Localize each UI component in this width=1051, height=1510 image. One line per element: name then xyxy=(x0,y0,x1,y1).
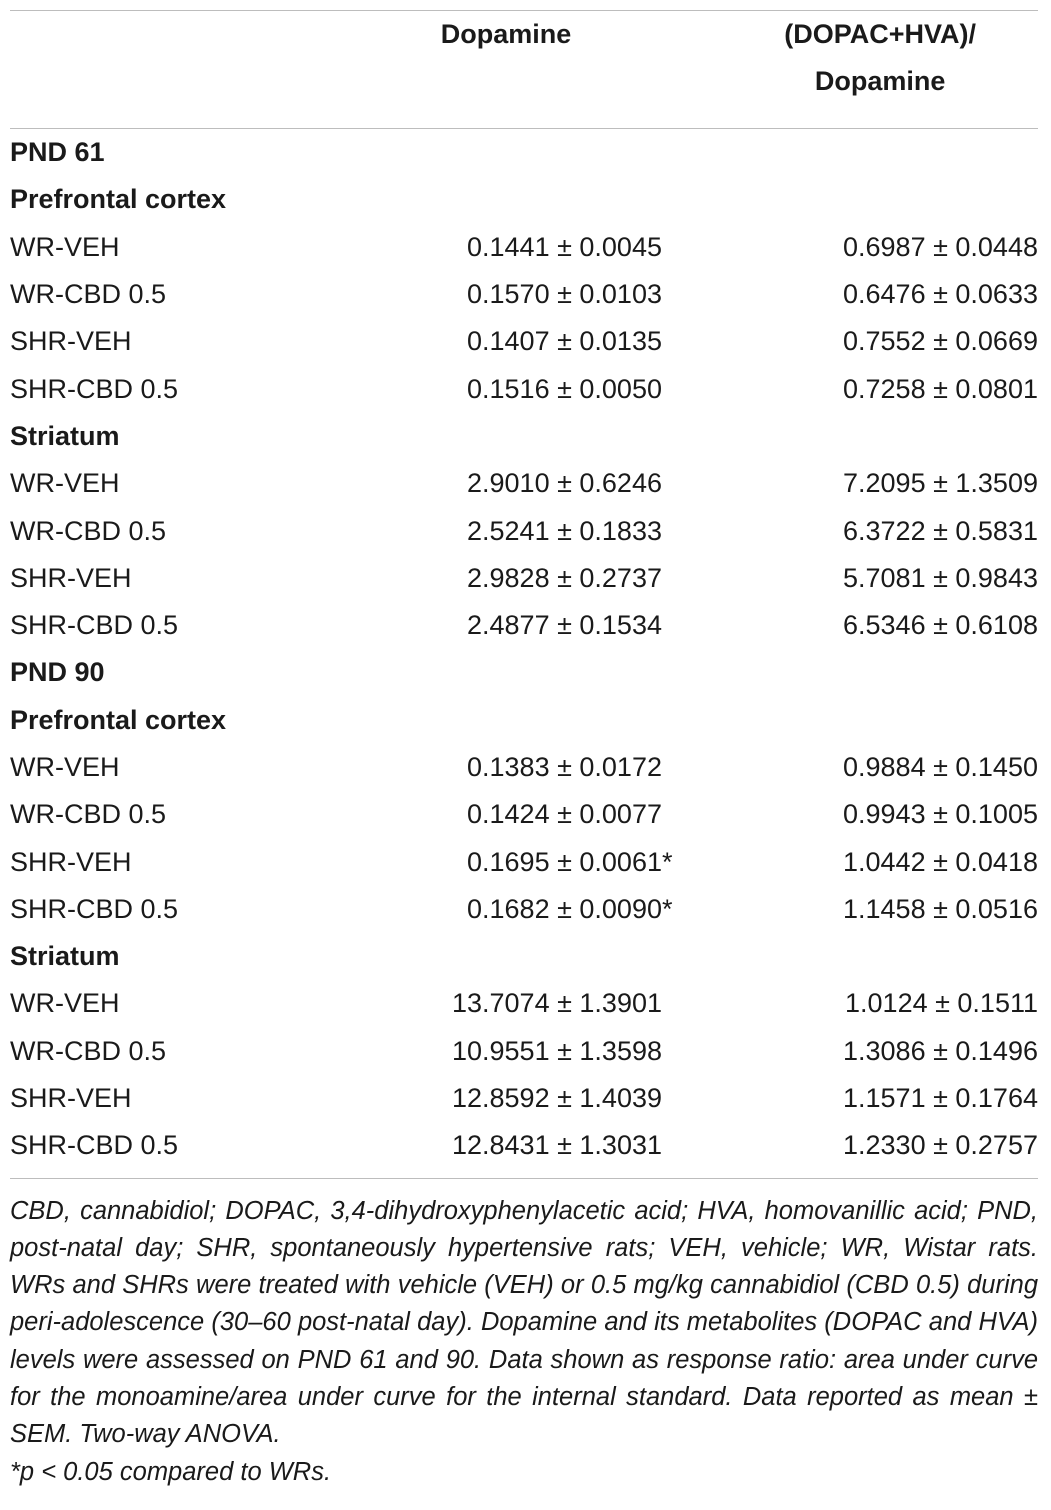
table-row xyxy=(10,838,1038,885)
ratio-cell: 0.7552 ± 0.0669 xyxy=(843,326,1038,357)
group-label: Prefrontal cortex xyxy=(10,704,227,735)
row-label: SHR-CBD 0.5 xyxy=(10,373,179,404)
ratio-cell: 0.7258 ± 0.0801 xyxy=(843,373,1038,404)
header-ratio-line1: (DOPAC+HVA)/ xyxy=(784,19,976,49)
row-label: WR-VEH xyxy=(10,468,120,499)
dopamine-value: 10.9551 ± 1.3598 xyxy=(451,1035,662,1066)
dopamine-value: 0.1682 ± 0.0090 xyxy=(467,893,662,924)
ratio-cell: 7.2095 ± 1.3509 xyxy=(843,468,1038,499)
table-row xyxy=(10,1075,1038,1122)
row-label: SHR-VEH xyxy=(10,562,132,593)
ratio-cell: 0.9884 ± 0.1450 xyxy=(843,752,1038,782)
dopamine-value: 13.7074 ± 1.3901 xyxy=(451,988,662,1019)
bottom-rule xyxy=(10,1178,1038,1179)
dopamine-cell xyxy=(350,555,662,602)
table-container xyxy=(10,0,1038,1491)
ratio-cell: 1.2330 ± 0.2757 xyxy=(843,1130,1038,1161)
ratio-cell: 1.0124 ± 0.1511 xyxy=(845,988,1038,1019)
group-row xyxy=(10,697,1038,744)
group-row xyxy=(10,176,1038,223)
table-row xyxy=(10,224,1038,271)
row-label: WR-VEH xyxy=(10,988,120,1019)
ratio-cell: 5.7081 ± 0.9843 xyxy=(843,562,1038,593)
table-row xyxy=(10,602,1038,649)
table-header xyxy=(10,11,1038,129)
dopamine-cell xyxy=(350,507,662,554)
dopamine-cell xyxy=(350,744,662,791)
dopamine-cell: 0.1695 ± 0.0061* xyxy=(467,846,673,877)
section-row xyxy=(10,649,1038,696)
header-ratio-line2: Dopamine xyxy=(814,66,946,96)
row-label: SHR-CBD 0.5 xyxy=(10,1130,179,1161)
table-row xyxy=(10,271,1038,318)
group-label: Striatum xyxy=(10,420,120,451)
group-row xyxy=(10,933,1038,980)
table-row xyxy=(10,1028,1038,1075)
header-empty-cell xyxy=(10,11,350,129)
row-label: SHR-CBD 0.5 xyxy=(10,610,179,641)
dopamine-cell xyxy=(350,980,662,1027)
footnote-abbreviations: CBD, cannabidiol; DOPAC, 3,4-dihydroxyphenylacetic acid; HVA, homovanillic acid; PND, post-natal day; SHR, spontaneously hypertensive rats; VEH, vehicle; WR, Wistar rats. WRs and SHRs were treated with vehicle (VEH) or 0.5 mg/kg cannabidiol (CBD 0.5) during peri-adolescence (30–60 post-natal day). Dopamine and its metabolites (DOPAC and HVA) levels were assessed on PND 61 and 90. Data shown as response ratio: area under curve for the monoamine/area under curve for the internal standard. Data reported as mean ± SEM. Two-way ANOVA. xyxy=(10,1196,1038,1449)
dopamine-value: 0.1695 ± 0.0061 xyxy=(467,846,662,877)
section-row xyxy=(10,129,1038,176)
group-label: Prefrontal cortex xyxy=(10,184,227,215)
section-label: PND 90 xyxy=(10,657,105,688)
ratio-cell: 6.3722 ± 0.5831 xyxy=(843,515,1038,546)
row-label: SHR-CBD 0.5 xyxy=(10,893,179,924)
table-footnote xyxy=(10,1193,1038,1491)
row-label: WR-CBD 0.5 xyxy=(10,1035,167,1066)
table-row xyxy=(10,886,1038,933)
dopamine-cell xyxy=(350,318,662,365)
dopamine-cell: 0.1682 ± 0.0090* xyxy=(467,893,673,924)
table-row xyxy=(10,460,1038,507)
row-label: SHR-VEH xyxy=(10,846,132,877)
dopamine-cell xyxy=(350,224,662,271)
row-label: SHR-VEH xyxy=(10,1083,132,1114)
ratio-cell: 1.0442 ± 0.0418 xyxy=(843,846,1038,877)
table-row xyxy=(10,507,1038,554)
dopamine-value: 0.1407 ± 0.0135 xyxy=(467,326,662,357)
table-row xyxy=(10,980,1038,1027)
row-label: WR-VEH xyxy=(10,752,120,782)
dopamine-value: 0.1383 ± 0.0172 xyxy=(467,752,662,782)
dopamine-value: 0.1570 ± 0.0103 xyxy=(467,279,662,310)
row-label: SHR-VEH xyxy=(10,326,132,357)
dopamine-value: 0.1516 ± 0.0050 xyxy=(467,373,662,404)
ratio-cell: 1.1571 ± 0.1764 xyxy=(843,1083,1038,1114)
dopamine-cell xyxy=(350,1028,662,1075)
dopamine-value: 12.8592 ± 1.4039 xyxy=(451,1083,662,1114)
dopamine-cell xyxy=(350,365,662,412)
dopamine-value: 2.9828 ± 0.2737 xyxy=(467,562,662,593)
dopamine-value: 12.8431 ± 1.3031 xyxy=(451,1130,662,1161)
row-label: WR-CBD 0.5 xyxy=(10,279,167,310)
dopamine-cell xyxy=(350,271,662,318)
table-row xyxy=(10,1122,1038,1169)
ratio-cell: 0.9943 ± 0.1005 xyxy=(843,799,1038,830)
dopamine-cell xyxy=(350,791,662,838)
table-row xyxy=(10,791,1038,838)
dopamine-cell xyxy=(350,602,662,649)
dopamine-cell xyxy=(350,1122,662,1169)
ratio-cell: 6.5346 ± 0.6108 xyxy=(843,610,1038,641)
row-label: WR-CBD 0.5 xyxy=(10,515,167,546)
table-row xyxy=(10,744,1038,791)
table-row xyxy=(10,365,1038,412)
table-row xyxy=(10,555,1038,602)
dopamine-value: 2.5241 ± 0.1833 xyxy=(467,515,662,546)
row-label: WR-CBD 0.5 xyxy=(10,799,167,830)
ratio-cell: 0.6476 ± 0.0633 xyxy=(843,279,1038,310)
dopamine-table xyxy=(10,11,1038,1170)
section-label: PND 61 xyxy=(10,137,105,168)
dopamine-value: 2.4877 ± 0.1534 xyxy=(467,610,662,641)
header-dopamine: Dopamine xyxy=(440,19,572,49)
table-body xyxy=(10,129,1038,1170)
dopamine-value: 0.1441 ± 0.0045 xyxy=(467,231,662,262)
footnote-significance: *p < 0.05 compared to WRs. xyxy=(10,1457,332,1486)
header-ratio xyxy=(662,11,1038,129)
dopamine-value: 0.1424 ± 0.0077 xyxy=(467,799,662,830)
header-rule xyxy=(10,128,1038,129)
row-label: WR-VEH xyxy=(10,231,120,262)
ratio-cell: 1.3086 ± 0.1496 xyxy=(843,1035,1038,1066)
group-label: Striatum xyxy=(10,941,120,972)
ratio-cell: 0.6987 ± 0.0448 xyxy=(843,231,1038,262)
dopamine-cell xyxy=(350,1075,662,1122)
ratio-cell: 1.1458 ± 0.0516 xyxy=(843,893,1038,924)
dopamine-value: 2.9010 ± 0.6246 xyxy=(467,468,662,499)
dopamine-cell xyxy=(350,460,662,507)
table-row xyxy=(10,318,1038,365)
group-row xyxy=(10,413,1038,460)
